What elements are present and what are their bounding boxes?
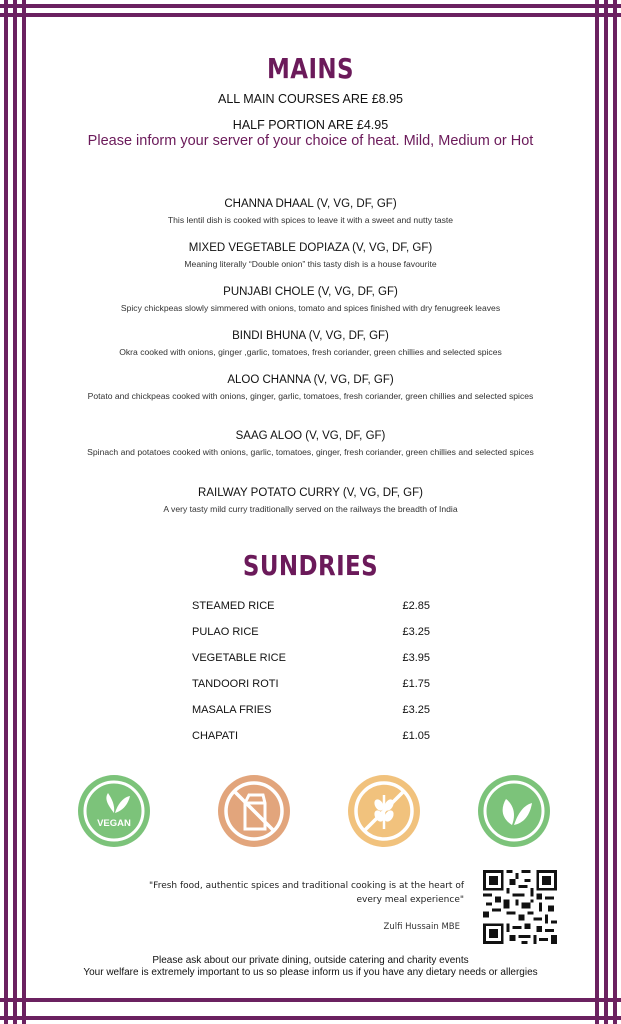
dish-name: CHANNA DHAAL (V, VG, DF, GF) [224, 198, 397, 210]
sundry-price: £3.25 [402, 626, 430, 638]
half-portion-line: HALF PORTION ARE £4.95 [232, 118, 389, 132]
gluten-free-badge [348, 775, 420, 847]
dish-item [30, 329, 591, 358]
dairy-free-badge [218, 775, 290, 847]
sundry-price: £1.75 [402, 678, 430, 690]
main-price-line: ALL MAIN COURSES ARE £8.95 [217, 92, 404, 106]
sundry-name: VEGETABLE RICE [192, 652, 286, 664]
footer-allergy-note: Your welfare is extremely important to us so please inform us if you have any dietary needs or allergies [83, 967, 538, 978]
sundry-price: £3.95 [402, 652, 430, 664]
dish-item [30, 241, 591, 270]
footer-events-note: Please ask about our private dining, outside catering and charity events [152, 955, 469, 966]
sundry-name: CHAPATI [192, 730, 239, 742]
dish-name: BINDI BHUNA (V, VG, DF, GF) [232, 330, 389, 342]
dish-description: This lentil dish is cooked with spices to leave it with a sweet and nutty taste [167, 215, 454, 225]
quote-author: Zulfi Hussain MBE [383, 922, 460, 932]
sundry-name: TANDOORI ROTI [192, 678, 279, 690]
sundries-title: SUNDRIES [242, 549, 379, 582]
mains-title: MAINS [267, 52, 354, 85]
vegan-label: VEGAN [97, 818, 131, 829]
frame-line [604, 0, 608, 1024]
dish-name: PUNJABI CHOLE (V, VG, DF, GF) [223, 286, 398, 298]
dish-name: RAILWAY POTATO CURRY (V, VG, DF, GF) [198, 487, 423, 499]
dish-description: Spicy chickpeas slowly simmered with onions, tomato and spices finished with dry fenugreek leaves [120, 303, 501, 313]
vegan-icon [78, 775, 150, 847]
dish-description: Potato and chickpeas cooked with onions, ginger, garlic, tomatoes, fresh coriander, green chillies and selected spices [87, 391, 534, 401]
dish-name: SAAG ALOO (V, VG, DF, GF) [235, 430, 386, 442]
frame-line [4, 0, 8, 1024]
dish-name: ALOO CHANNA (V, VG, DF, GF) [227, 374, 394, 386]
qr-code-icon[interactable] [483, 870, 557, 944]
dish-name: MIXED VEGETABLE DOPIAZA (V, VG, DF, GF) [188, 242, 433, 254]
dish-item [30, 373, 591, 402]
sundry-price: £2.85 [402, 600, 430, 612]
dairy-free-icon [218, 775, 290, 847]
dish-description: A very tasty mild curry traditionally served on the railways the breadth of India [163, 504, 458, 514]
gluten-free-icon [348, 775, 420, 847]
frame-line [595, 0, 599, 1024]
dish-item [30, 285, 591, 314]
vegetarian-badge [478, 775, 550, 847]
dish-item [30, 486, 591, 515]
vegan-badge [78, 775, 150, 847]
dish-description: Okra cooked with onions, ginger ,garlic, tomatoes, fresh coriander, green chillies and selected spices [119, 347, 502, 357]
dish-description: Meaning literally “Double onion” this tasty dish is a house favourite [184, 259, 437, 269]
dish-item [30, 197, 591, 226]
menu-page [30, 0, 591, 1024]
frame-line [613, 0, 617, 1024]
dish-description: Spinach and potatoes cooked with onions, garlic, tomatoes, ginger, fresh coriander, green chillies and selected spices [87, 447, 534, 457]
frame-line [13, 0, 17, 1024]
sundry-name: PULAO RICE [192, 626, 259, 638]
sundry-price: £1.05 [402, 730, 430, 742]
chef-quote: "Fresh food, authentic spices and traditional cooking is at the heart of every meal experience" [149, 881, 464, 905]
sundry-name: MASALA FRIES [192, 704, 272, 716]
heat-notice: Please inform your server of your choice of heat. Mild, Medium or Hot [87, 133, 534, 149]
sundry-name: STEAMED RICE [192, 600, 275, 612]
dish-item [30, 429, 591, 458]
sundry-price: £3.25 [402, 704, 430, 716]
leaf-icon [478, 775, 550, 847]
